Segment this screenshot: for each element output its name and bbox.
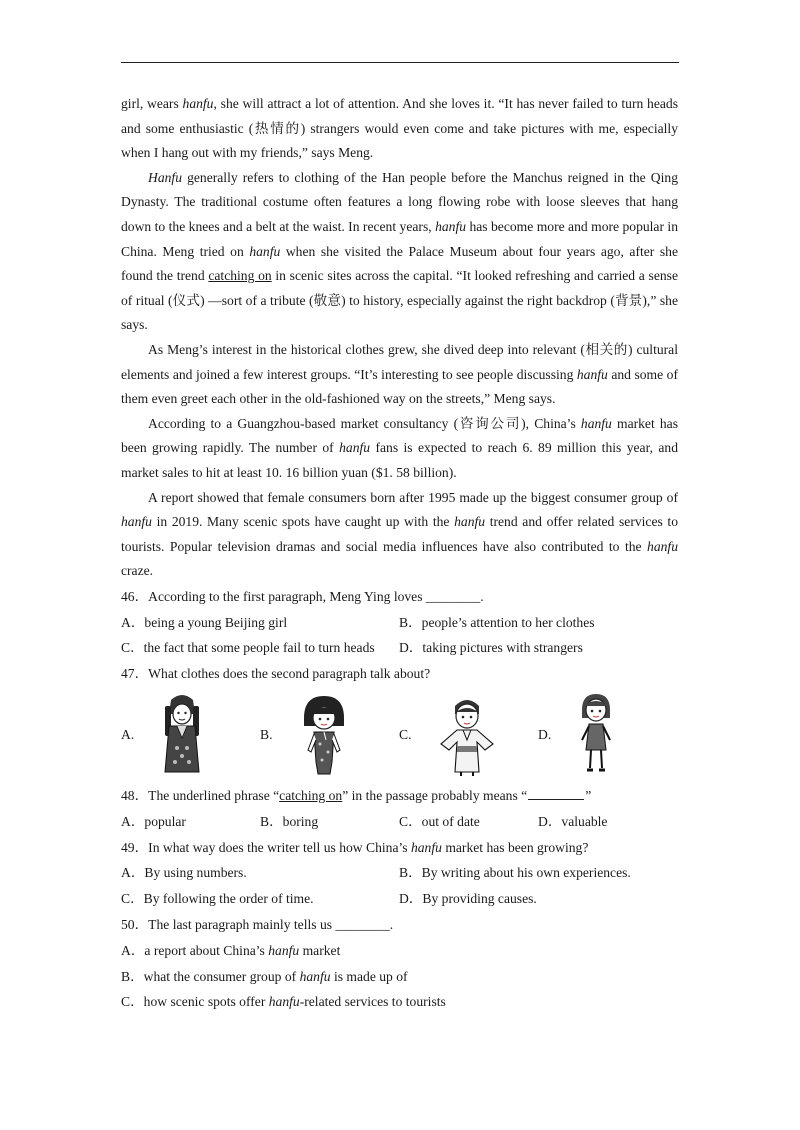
option-47-d[interactable]	[538, 689, 677, 781]
paragraph-3	[121, 338, 678, 412]
text: and some of them even greet each other in the old-fashioned way on the streets,” Meng says.	[121, 366, 678, 407]
text: trend and offer related services to tourists. Popular television dramas and social media influences have also contributed to the	[121, 514, 678, 554]
text: ”	[585, 788, 592, 804]
answer-blank	[528, 787, 584, 800]
question-49-options-row-2	[121, 886, 678, 912]
question-46-options-row-1	[121, 610, 678, 636]
option-49-d[interactable]: D．By providing causes.	[399, 891, 537, 907]
underlined-phrase: catching on	[208, 268, 272, 284]
hanfu-term: hanfu	[647, 538, 678, 554]
text: A．a report about China’s	[121, 942, 269, 958]
option-50-a[interactable]	[121, 938, 678, 964]
paragraph-5	[121, 486, 678, 584]
question-49-options-row-1	[121, 860, 678, 886]
question-49-stem	[121, 835, 678, 861]
option-48-a[interactable]: A．popular	[121, 813, 186, 829]
kimono-figure-image	[435, 692, 499, 778]
text: has become more and more popular in China. Meng tried on	[121, 218, 678, 259]
option-50-b[interactable]	[121, 964, 678, 990]
page-content	[121, 92, 678, 1015]
hanfu-term: hanfu	[435, 218, 467, 234]
paragraph-4	[121, 412, 678, 486]
text: B．what the consumer group of	[121, 968, 300, 984]
option-46-d[interactable]: D．taking pictures with strangers	[399, 640, 583, 656]
hanfu-term: hanfu	[121, 514, 152, 530]
option-50-c[interactable]	[121, 989, 678, 1015]
hanfu-term: hanfu	[182, 96, 214, 111]
question-47-picture-options	[121, 689, 678, 781]
text: girl, wears	[121, 96, 183, 111]
paragraph-2	[121, 166, 678, 338]
text: fans is expected to reach 6. 89 million this year, and market sales to hit at least 10. 16 billion yuan ($1. 58 billion).	[121, 440, 678, 480]
text: in 2019. Many scenic spots have caught up with the	[151, 514, 455, 530]
paragraph-1	[121, 92, 678, 166]
option-49-a[interactable]: A．By using numbers.	[121, 865, 247, 881]
text: A report showed that female consumers born after 1995 made up the biggest consumer group of	[148, 489, 678, 505]
option-49-b[interactable]: B．By writing about his own experiences.	[399, 865, 631, 881]
text: , she will attract a lot of attention. And she loves it. “It has never failed to turn heads and some enthusiastic (热情的) strangers would even come and take pictures with me, especially when I hang out with my friends,” says Meng.	[121, 96, 678, 161]
hanfu-term: hanfu	[576, 366, 608, 382]
text: -related services to tourists	[299, 994, 446, 1010]
option-label: B.	[260, 726, 273, 742]
text: craze.	[121, 563, 154, 579]
text: is made up of	[330, 968, 408, 984]
hanfu-term: hanfu	[410, 839, 442, 855]
hanfu-term: hanfu	[339, 440, 371, 456]
option-47-c[interactable]	[399, 689, 538, 781]
option-label: A.	[121, 726, 135, 742]
question-46-options-row-2	[121, 635, 678, 661]
text: According to a Guangzhou-based market consultancy (咨询公司), China’s	[148, 415, 581, 431]
text: market	[299, 942, 341, 958]
text: in scenic sites across the capital. “It looked refreshing and carried a sense of ritual (仪式) —sort of a tribute (敬意) to history, especially against the right backdrop (背景),” she says.	[121, 268, 678, 333]
option-46-a[interactable]: A．being a young Beijing girl	[121, 614, 288, 630]
option-label: D.	[538, 726, 552, 742]
question-48-stem	[121, 783, 678, 809]
hanfu-term: hanfu	[454, 514, 486, 530]
hanfu-term: hanfu	[580, 415, 612, 431]
text: As Meng’s interest in the historical clothes grew, she dived deep into relevant (相关的) cultural elements and joined a few interest groups. “It’s interesting to see people discussing	[121, 341, 678, 382]
header-rule	[121, 62, 679, 63]
option-47-b[interactable]	[260, 689, 399, 781]
hanfu-term: hanfu	[268, 994, 300, 1010]
option-47-a[interactable]	[121, 689, 260, 781]
text: 49．In what way does the writer tell us how China’s	[121, 839, 411, 855]
option-label: C.	[399, 726, 412, 742]
option-48-c[interactable]: C．out of date	[399, 813, 480, 829]
option-46-c[interactable]: C．the fact that some people fail to turn heads	[121, 640, 375, 656]
option-46-b[interactable]: B．people’s attention to her clothes	[399, 614, 595, 630]
text: generally refers to clothing of the Han people before the Manchus reigned in the Qing Dynasty. The traditional costume often features a long flowing robe with loose sleeves that hang down to the knees and a belt at the waist. In recent years,	[121, 169, 678, 234]
hanfu-term: hanfu	[299, 968, 331, 984]
hanfu-figure-image	[157, 692, 207, 778]
text: C．how scenic spots offer	[121, 994, 269, 1010]
option-49-c[interactable]: C．By following the order of time.	[121, 891, 314, 907]
question-46-stem: 46．According to the first paragraph, Meng Ying loves ________.	[121, 588, 484, 604]
qipao-figure-image	[296, 692, 352, 778]
question-50-stem: 50．The last paragraph mainly tells us ________.	[121, 917, 394, 933]
text: when she visited the Palace Museum about four years ago, after she found the trend	[121, 243, 678, 284]
hanfu-term: Hanfu	[148, 169, 182, 185]
underlined-phrase: catching on	[279, 788, 343, 804]
question-48-options	[121, 809, 678, 835]
hanfu-term: hanfu	[268, 942, 300, 958]
text: ” in the passage probably means “	[342, 788, 528, 804]
hanfu-term: hanfu	[249, 243, 281, 259]
option-48-b[interactable]: B．boring	[260, 813, 319, 829]
text: market has been growing?	[441, 839, 589, 855]
question-47-stem: 47．What clothes does the second paragraph talk about?	[121, 666, 431, 682]
text: 48．The underlined phrase “	[121, 788, 280, 804]
option-48-d[interactable]: D．valuable	[538, 813, 608, 829]
text: market has been growing rapidly. The number of	[121, 415, 678, 456]
modern-dress-figure-image	[574, 692, 618, 778]
